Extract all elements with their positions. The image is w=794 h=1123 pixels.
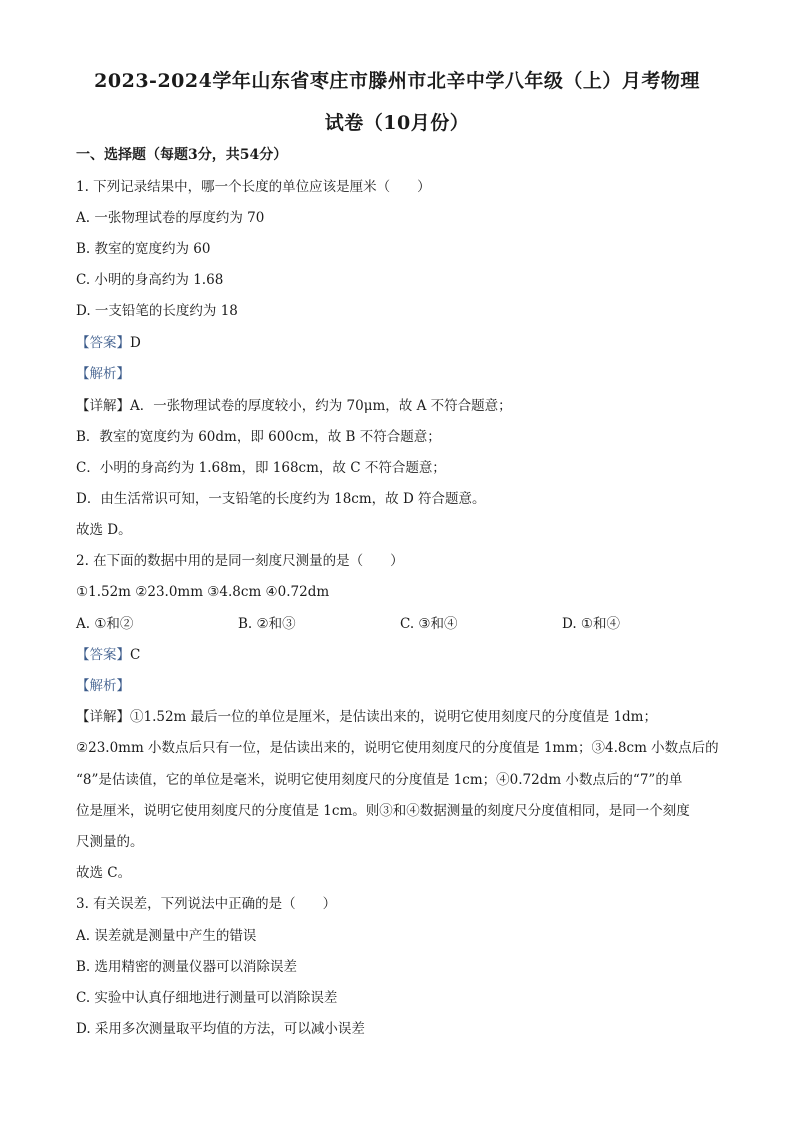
question-1-analysis-tag: 【解析】 xyxy=(76,366,130,382)
question-2-option-c: C. ③和④ xyxy=(400,616,458,632)
question-2-detail-line: “8”是估读值，它的单位是毫米，说明它使用刻度尺的分度值是 1cm；④0.72dm 小数点后的“7”的单 xyxy=(76,772,683,788)
question-2-option-a: A. ①和② xyxy=(76,616,134,632)
question-1-option-b: B. 教室的宽度约为 60 xyxy=(76,241,211,257)
question-2-stem: 2. 在下面的数据中用的是同一刻度尺测量的是（ ） xyxy=(76,553,404,569)
question-1-detail-line: D．由生活常识可知，一支铅笔的长度约为 18cm，故 D 符合题意。 xyxy=(76,491,486,507)
question-1-detail-line: C．小明的身高约为 1.68m，即 168cm，故 C 不符合题意； xyxy=(76,460,446,476)
answer-value: D xyxy=(130,335,141,351)
question-1-conclusion: 故选 D。 xyxy=(76,522,132,538)
question-2-option-d: D. ①和④ xyxy=(562,616,621,632)
answer-tag: 【答案】 xyxy=(76,647,130,663)
question-1-option-d: D. 一支铅笔的长度约为 18 xyxy=(76,303,238,319)
question-2-conclusion: 故选 C。 xyxy=(76,865,132,881)
question-3-option-b: B. 选用精密的测量仪器可以消除误差 xyxy=(76,959,298,975)
question-1-detail-line: B．教室的宽度约为 60dm，即 600cm，故 B 不符合题意； xyxy=(76,429,441,445)
question-1-option-c: C. 小明的身高约为 1.68 xyxy=(76,272,224,288)
question-3-option-c: C. 实验中认真仔细地进行测量可以消除误差 xyxy=(76,990,338,1006)
question-1-detail-line: 【详解】A．一张物理试卷的厚度较小，约为 70μm，故 A 不符合题意； xyxy=(76,398,512,414)
question-2-detail-line: 【详解】①1.52m 最后一位的单位是厘米，是估读出来的，说明它使用刻度尺的分度值是 1dm； xyxy=(76,709,657,725)
question-1-stem: 1. 下列记录结果中，哪一个长度的单位应该是厘米（ ） xyxy=(76,179,431,195)
question-2-option-b: B. ②和③ xyxy=(238,616,296,632)
question-2-detail-line: 尺测量的。 xyxy=(76,834,144,850)
question-2-answer xyxy=(76,645,736,665)
question-1-answer xyxy=(76,333,736,353)
exam-title-line2: 试卷（10月份） xyxy=(324,112,470,134)
question-3-option-d: D. 采用多次测量取平均值的方法，可以减小误差 xyxy=(76,1021,365,1037)
question-3-stem: 3. 有关误差，下列说法中正确的是（ ） xyxy=(76,896,337,912)
answer-value: C xyxy=(130,647,141,663)
section-heading: 一、选择题（每题3分，共54分） xyxy=(76,147,288,163)
question-2-analysis-tag: 【解析】 xyxy=(76,678,130,694)
question-2-detail-line: ②23.0mm 小数点后只有一位，是估读出来的，说明它使用刻度尺的分度值是 1mm；③4.8cm 小数点后的 xyxy=(76,740,719,756)
question-2-detail-line: 位是厘米，说明它使用刻度尺的分度值是 1cm。则③和④数据测量的刻度尺分度值相同，是同一个刻度 xyxy=(76,803,690,819)
question-2-data-line: ①1.52m ②23.0mm ③4.8cm ④0.72dm xyxy=(76,584,330,600)
exam-title-line1: 2023-2024学年山东省枣庄市滕州市北辛中学八年级（上）月考物理 xyxy=(94,70,700,92)
answer-tag: 【答案】 xyxy=(76,335,130,351)
question-3-option-a: A. 误差就是测量中产生的错误 xyxy=(76,928,257,944)
question-1-option-a: A. 一张物理试卷的厚度约为 70 xyxy=(76,210,265,226)
